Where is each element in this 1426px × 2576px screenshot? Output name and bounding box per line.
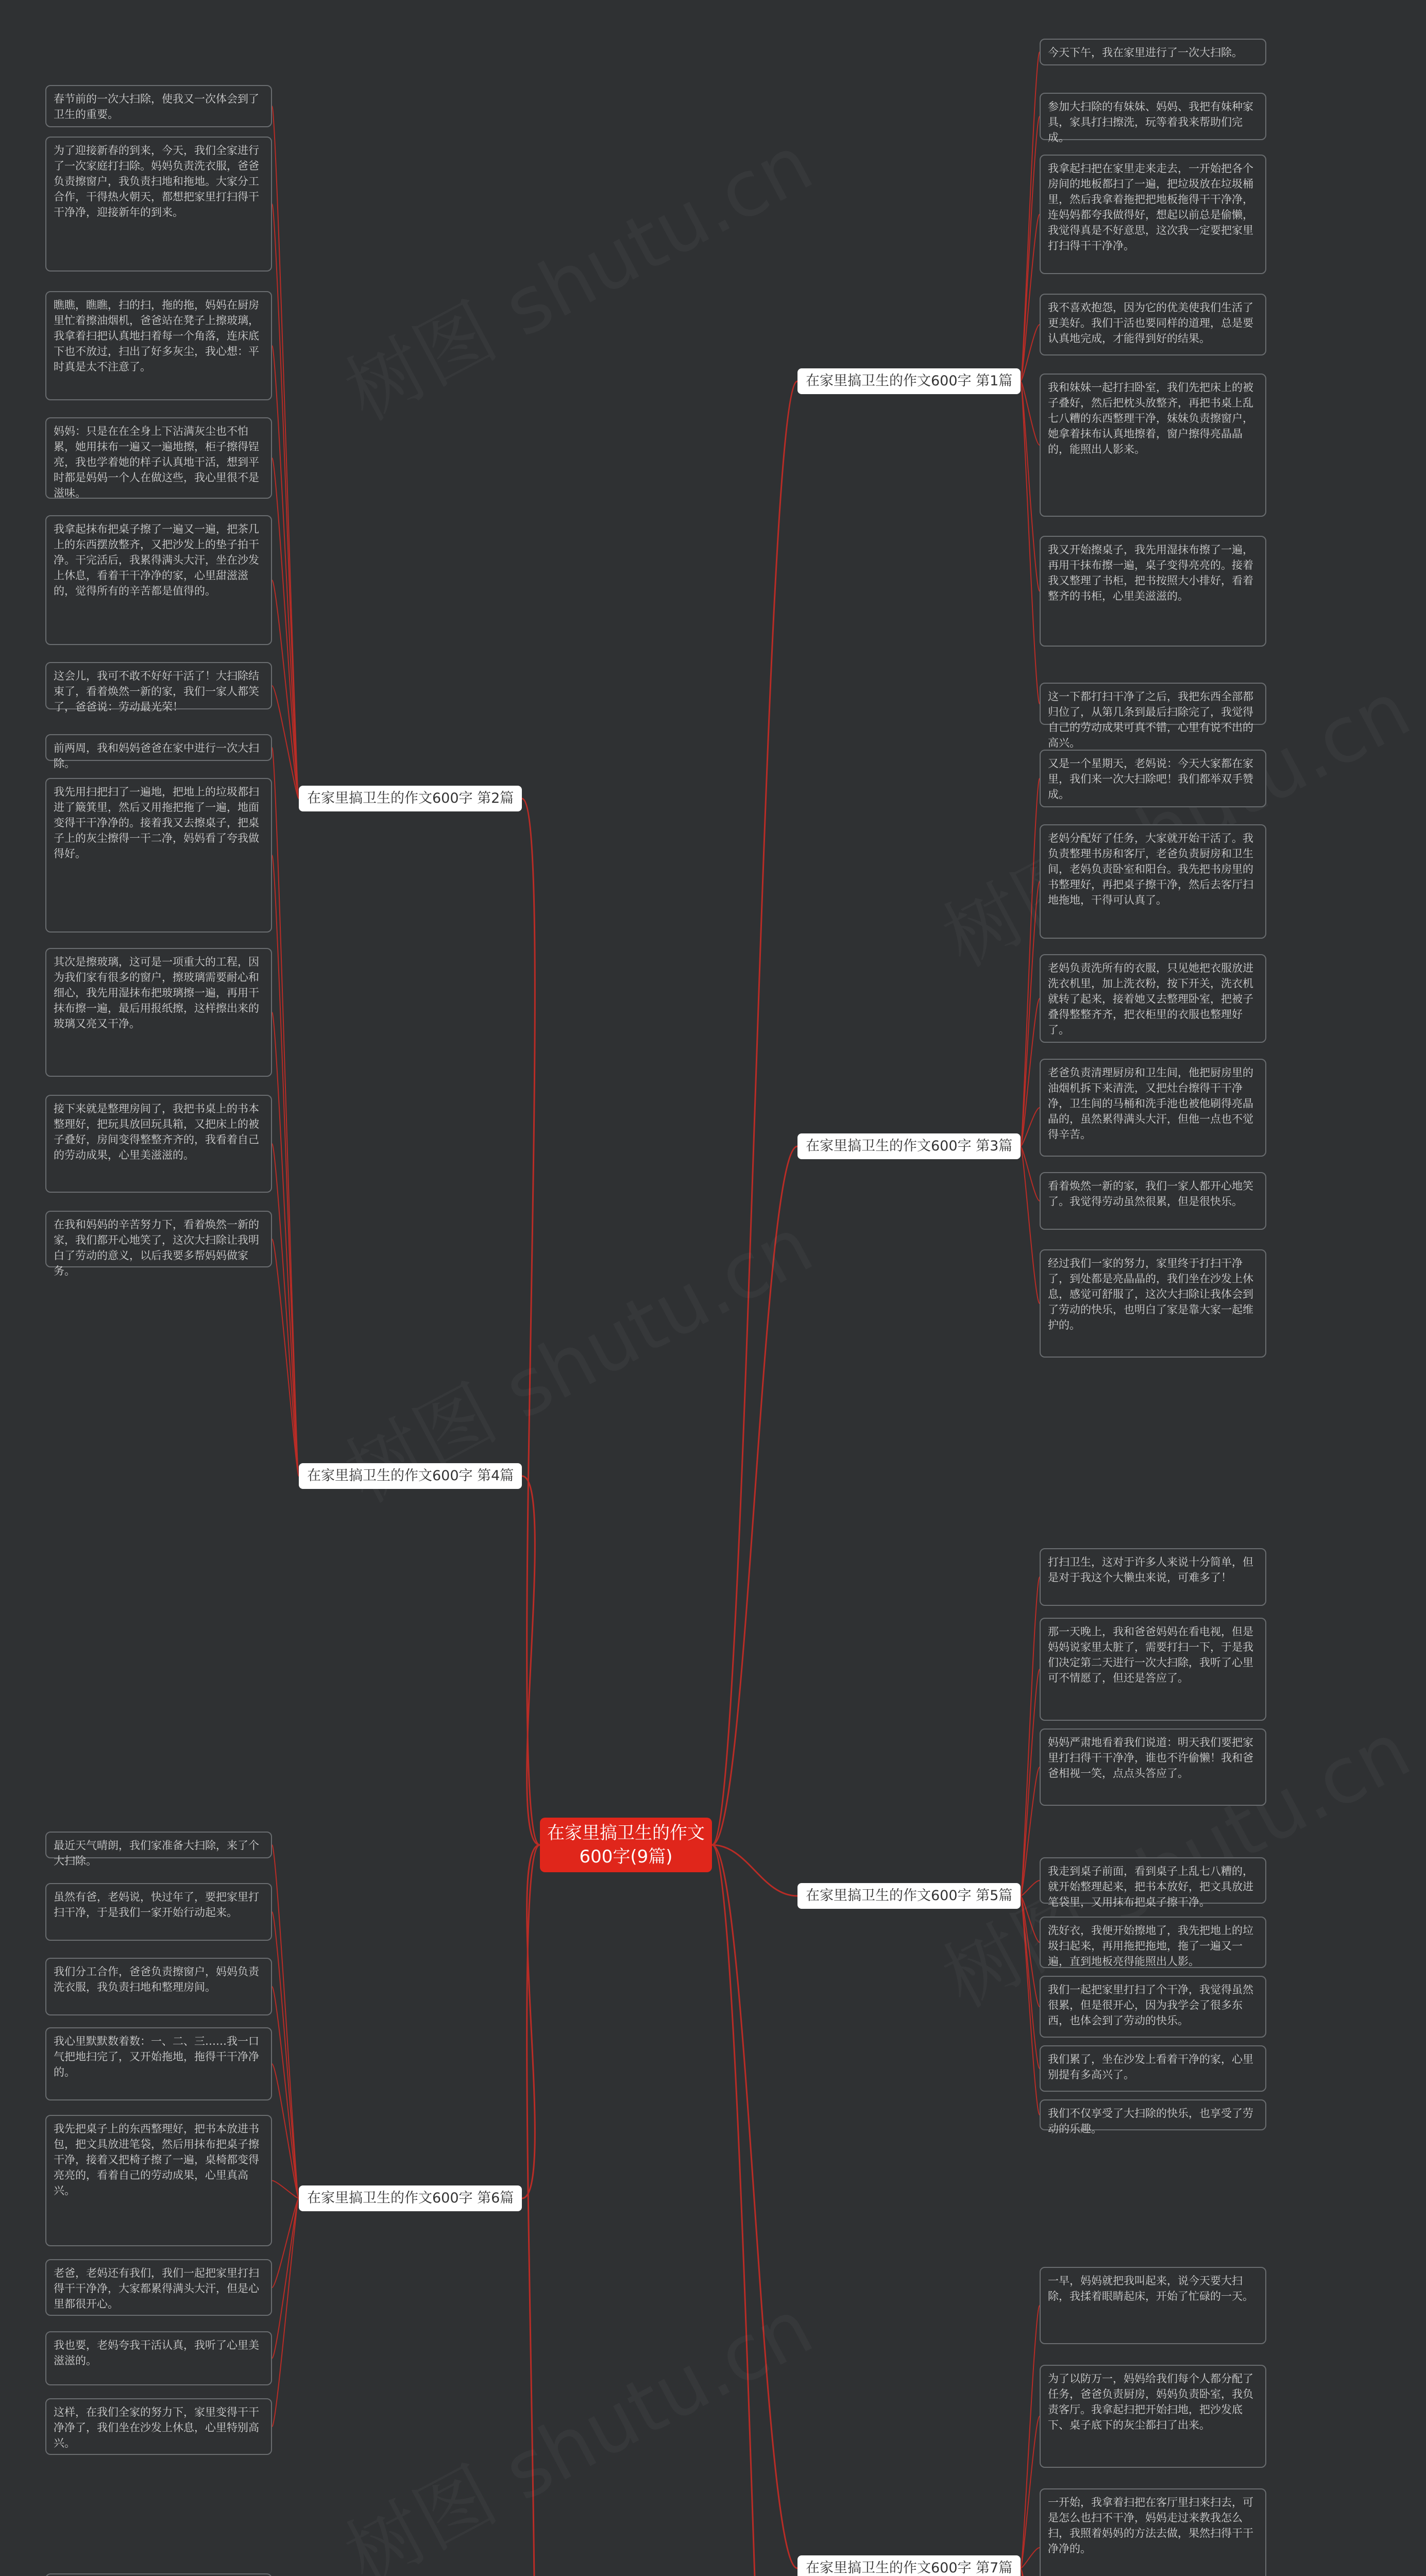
leaf-note[interactable]: 那一天晚上，我和爸爸妈妈在看电视，但是妈妈说家里太脏了，需要打扫一下，于是我们决定第二天进行一次大扫除，我听了心里可不情愿了，但还是答应了。 — [1040, 1618, 1266, 1721]
connector-line — [1021, 52, 1040, 381]
branch-topic[interactable]: 在家里搞卫生的作文600字 第2篇 — [299, 786, 522, 811]
leaf-note[interactable]: 老妈分配好了任务，大家就开始干活了。我负责整理书房和客厅，老爸负责厨房和卫生间，老妈负责卧室和阳台。我先把书房里的书整理好，再把桌子擦干净，然后去客厅扫地拖地，干得可认真了。 — [1040, 824, 1266, 939]
leaf-note[interactable]: 洗好衣，我便开始擦地了，我先把地上的垃圾扫起来，再用拖把拖地，拖了一遍又一遍，直到地板亮得能照出人影。 — [1040, 1917, 1266, 1968]
leaf-note[interactable] — [45, 2573, 272, 2576]
leaf-note[interactable]: 这样，在我们全家的努力下，家里变得干干净净了，我们坐在沙发上休息，心里特别高兴。 — [45, 2398, 272, 2455]
leaf-note[interactable]: 妈妈：只是在在全身上下沾满灰尘也不怕累，她用抹布一遍又一遍地擦，柜子擦得锃亮，我也学着她的样子认真地干活，想到平时都是妈妈一个人在做这些，我心里很不是滋味。 — [45, 417, 272, 499]
connector-line — [1021, 2306, 1040, 2568]
connector-line — [1021, 1146, 1040, 1201]
leaf-note[interactable]: 其次是擦玻璃，这可是一项重大的工程，因为我们家有很多的窗户，擦玻璃需要耐心和细心，我先用湿抹布把玻璃擦一遍，再用干抹布擦一遍，最后用报纸擦，这样擦出来的玻璃又亮又干净。 — [45, 948, 272, 1077]
connector-line — [272, 2198, 299, 2427]
branch-topic[interactable]: 在家里搞卫生的作文600字 第7篇 — [797, 2555, 1021, 2576]
leaf-note[interactable]: 前两周，我和妈妈爸爸在家中进行一次大扫除。 — [45, 734, 272, 761]
leaf-note[interactable]: 我心里默默数着数：一、二、三……我一口气把地扫完了，又开始拖地，拖得干干净净的。 — [45, 2027, 272, 2100]
connector-line — [1021, 2568, 1040, 2576]
leaf-note[interactable]: 老爸，老妈还有我们，我们一起把家里打扫得干干净净，大家都累得满头大汗，但是心里都很开心。 — [45, 2259, 272, 2316]
leaf-note[interactable]: 我们一起把家里打扫了个干净，我觉得虽然很累，但是很开心，因为我学会了很多东西，也体会到了劳动的快乐。 — [1040, 1976, 1266, 2038]
leaf-note[interactable]: 在我和妈妈的辛苦努力下，看着焕然一新的家，我们都开心地笑了，这次大扫除让我明白了劳动的意义，以后我要多帮妈妈做家务。 — [45, 1211, 272, 1267]
leaf-note[interactable]: 我们累了，坐在沙发上看着干净的家，心里别提有多高兴了。 — [1040, 2045, 1266, 2092]
connector-line — [712, 1845, 797, 2568]
leaf-note[interactable]: 为了以防万一，妈妈给我们每个人都分配了任务，爸爸负责厨房，妈妈负责卧室，我负责客厅。我拿起扫把开始扫地，把沙发底下、桌子底下的灰尘都扫了出来。 — [1040, 2365, 1266, 2468]
leaf-note[interactable]: 老妈负责洗所有的衣服，只见她把衣服放进洗衣机里，加上洗衣粉，按下开关，洗衣机就转了起来，接着她又去整理卧室，把被子叠得整整齐齐，把衣柜里的衣服也整理好了。 — [1040, 954, 1266, 1043]
leaf-note[interactable]: 我先把桌子上的东西整理好，把书本放进书包，把文具放进笔袋，然后用抹布把桌子擦干净，接着又把椅子擦了一遍，桌椅都变得亮亮的，看着自己的劳动成果，心里真高兴。 — [45, 2115, 272, 2246]
branch-topic[interactable]: 在家里搞卫生的作文600字 第3篇 — [797, 1133, 1021, 1159]
leaf-note[interactable]: 虽然有爸，老妈说，快过年了，要把家里打扫干净，于是我们一家开始行动起来。 — [45, 1883, 272, 1941]
connector-line — [712, 381, 797, 1845]
root-topic[interactable]: 在家里搞卫生的作文600字(9篇) — [540, 1818, 712, 1872]
leaf-note[interactable]: 这一下都打扫干净了之后，我把东西全部都归位了，从第几条到最后扫除完了，我觉得自己的劳动成果可真不错，心里有说不出的高兴。 — [1040, 683, 1266, 725]
leaf-note[interactable]: 我们不仅享受了大扫除的快乐，也享受了劳动的乐趣。 — [1040, 2099, 1266, 2130]
leaf-note[interactable]: 我和妹妹一起打扫卧室，我们先把床上的被子叠好，然后把枕头放整齐，再把书桌上乱七八糟的东西整理干净，妹妹负责擦窗户，她拿着抹布认真地擦着，窗户擦得亮晶晶的，能照出人影来。 — [1040, 374, 1266, 517]
connector-line — [522, 1476, 540, 1845]
connector-line — [1021, 2568, 1040, 2576]
connector-line — [272, 748, 299, 1476]
leaf-note[interactable]: 今天下午，我在家里进行了一次大扫除。 — [1040, 39, 1266, 65]
connector-line — [712, 1845, 797, 1896]
leaf-note[interactable]: 春节前的一次大扫除，使我又一次体会到了卫生的重要。 — [45, 85, 272, 127]
leaf-note[interactable]: 我不喜欢抱怨，因为它的优美使我们生活了更美好。我们干活也要同样的道理，总是要认真地完成，才能得到好的结果。 — [1040, 294, 1266, 355]
branch-topic[interactable]: 在家里搞卫生的作文600字 第5篇 — [797, 1883, 1021, 1909]
leaf-note[interactable]: 参加大扫除的有妹妹、妈妈、我把有妹种家具，家具打扫擦洗，玩等着我来帮助们完成。 — [1040, 93, 1266, 140]
connector-line — [1021, 381, 1040, 704]
leaf-note[interactable]: 一开始，我拿着扫把在客厅里扫来扫去，可是怎么也扫不干净，妈妈走过来教我怎么扫，我照着妈妈的方法去做，果然扫得干干净净的。 — [1040, 2488, 1266, 2576]
connector-line — [1021, 1146, 1040, 1303]
branch-topic[interactable]: 在家里搞卫生的作文600字 第1篇 — [797, 368, 1021, 394]
branch-topic[interactable]: 在家里搞卫生的作文600字 第6篇 — [299, 2185, 522, 2211]
leaf-note[interactable]: 我们分工合作，爸爸负责擦窗户，妈妈负责洗衣服，我负责扫地和整理房间。 — [45, 1958, 272, 2015]
connector-line — [522, 1845, 540, 2198]
leaf-note[interactable]: 老爸负责清理厨房和卫生间，他把厨房里的油烟机拆下来清洗，又把灶台擦得干干净净，卫生间的马桶和洗手池也被他刷得亮晶晶的，虽然累得满头大汗，但他一点也不觉得辛苦。 — [1040, 1059, 1266, 1157]
leaf-note[interactable]: 经过我们一家的努力，家里终于打扫干净了，到处都是亮晶晶的，我们坐在沙发上休息，感觉可舒服了，这次大扫除让我体会到了劳动的快乐，也明白了家是靠大家一起维护的。 — [1040, 1249, 1266, 1358]
leaf-note[interactable]: 我先用扫把扫了一遍地，把地上的垃圾都扫进了簸箕里，然后又用拖把拖了一遍，地面变得干干净净的。接着我又去擦桌子，把桌子上的灰尘擦得一干二净，妈妈看了夸我做得好。 — [45, 778, 272, 933]
leaf-note[interactable]: 我拿起抹布把桌子擦了一遍又一遍，把茶几上的东西摆放整齐，又把沙发上的垫子拍干净。干完活后，我累得满头大汗，坐在沙发上休息，看着干干净净的家，心里甜滋滋的，觉得所有的辛苦都是值得的。 — [45, 515, 272, 645]
leaf-note[interactable]: 我也要，老妈夸我干活认真，我听了心里美滋滋的。 — [45, 2331, 272, 2385]
leaf-note[interactable]: 一早，妈妈就把我叫起来，说今天要大扫除，我揉着眼睛起床，开始了忙碌的一天。 — [1040, 2267, 1266, 2344]
connector-line — [272, 2198, 299, 2287]
leaf-note[interactable]: 又是一个星期天，老妈说：今天大家都在家里，我们来一次大扫除吧！我们都举双手赞成。 — [1040, 750, 1266, 807]
leaf-note[interactable]: 打扫卫生，这对于许多人来说十分简单，但是对于我这个大懒虫来说，可难多了！ — [1040, 1548, 1266, 1606]
branch-topic[interactable]: 在家里搞卫生的作文600字 第4篇 — [299, 1463, 522, 1489]
leaf-note[interactable]: 妈妈严肃地看着我们说道：明天我们要把家里打扫得干干净净，谁也不许偷懒！我和爸爸相视一笑，点点头答应了。 — [1040, 1728, 1266, 1806]
leaf-note[interactable]: 为了迎接新春的到来，今天，我们全家进行了一次家庭打扫除。妈妈负责洗衣服，爸爸负责擦窗户，我负责扫地和拖地。大家分工合作，干得热火朝天，都想把家里打扫得干干净净，迎接新年的到来。 — [45, 137, 272, 272]
leaf-note[interactable]: 我走到桌子前面，看到桌子上乱七八糟的，就开始整理起来，把书本放好，把文具放进笔袋里，又用抹布把桌子擦干净。 — [1040, 1857, 1266, 1904]
leaf-note[interactable]: 我拿起扫把在家里走来走去，一开始把各个房间的地板都扫了一遍，把垃圾放在垃圾桶里，然后我拿着拖把把地板拖得干干净净，连妈妈都夸我做得好，想起以前总是偷懒，我觉得真是不好意思，这次我一定要把家里打扫得干干净净。 — [1040, 155, 1266, 274]
leaf-note[interactable]: 我又开始擦桌子，我先用湿抹布擦了一遍，再用干抹布擦一遍，桌子变得亮亮的。接着我又整理了书柜，把书按照大小排好，看着整齐的书柜，心里美滋滋的。 — [1040, 536, 1266, 647]
leaf-note[interactable]: 瞧瞧，瞧瞧，扫的扫，拖的拖，妈妈在厨房里忙着擦油烟机，爸爸站在凳子上擦玻璃，我拿着扫把认真地扫着每一个角落，连床底下也不放过，扫出了好多灰尘，我心想：平时真是太不注意了。 — [45, 291, 272, 400]
leaf-note[interactable]: 最近天气晴朗，我们家准备大扫除，来了个大扫除。 — [45, 1832, 272, 1858]
connector-line — [272, 1845, 299, 2198]
leaf-note[interactable]: 接下来就是整理房间了，我把书桌上的书本整理好，把玩具放回玩具箱，又把床上的被子叠好，房间变得整整齐齐的，我看着自己的劳动成果，心里美滋滋的。 — [45, 1095, 272, 1193]
leaf-note[interactable]: 看着焕然一新的家，我们一家人都开心地笑了。我觉得劳动虽然很累，但是很快乐。 — [1040, 1172, 1266, 1230]
leaf-note[interactable]: 这会儿，我可不敢不好好干活了！大扫除结束了，看着焕然一新的家，我们一家人都笑了，爸爸说：劳动最光荣！ — [45, 662, 272, 709]
connector-line — [1021, 1577, 1040, 1896]
